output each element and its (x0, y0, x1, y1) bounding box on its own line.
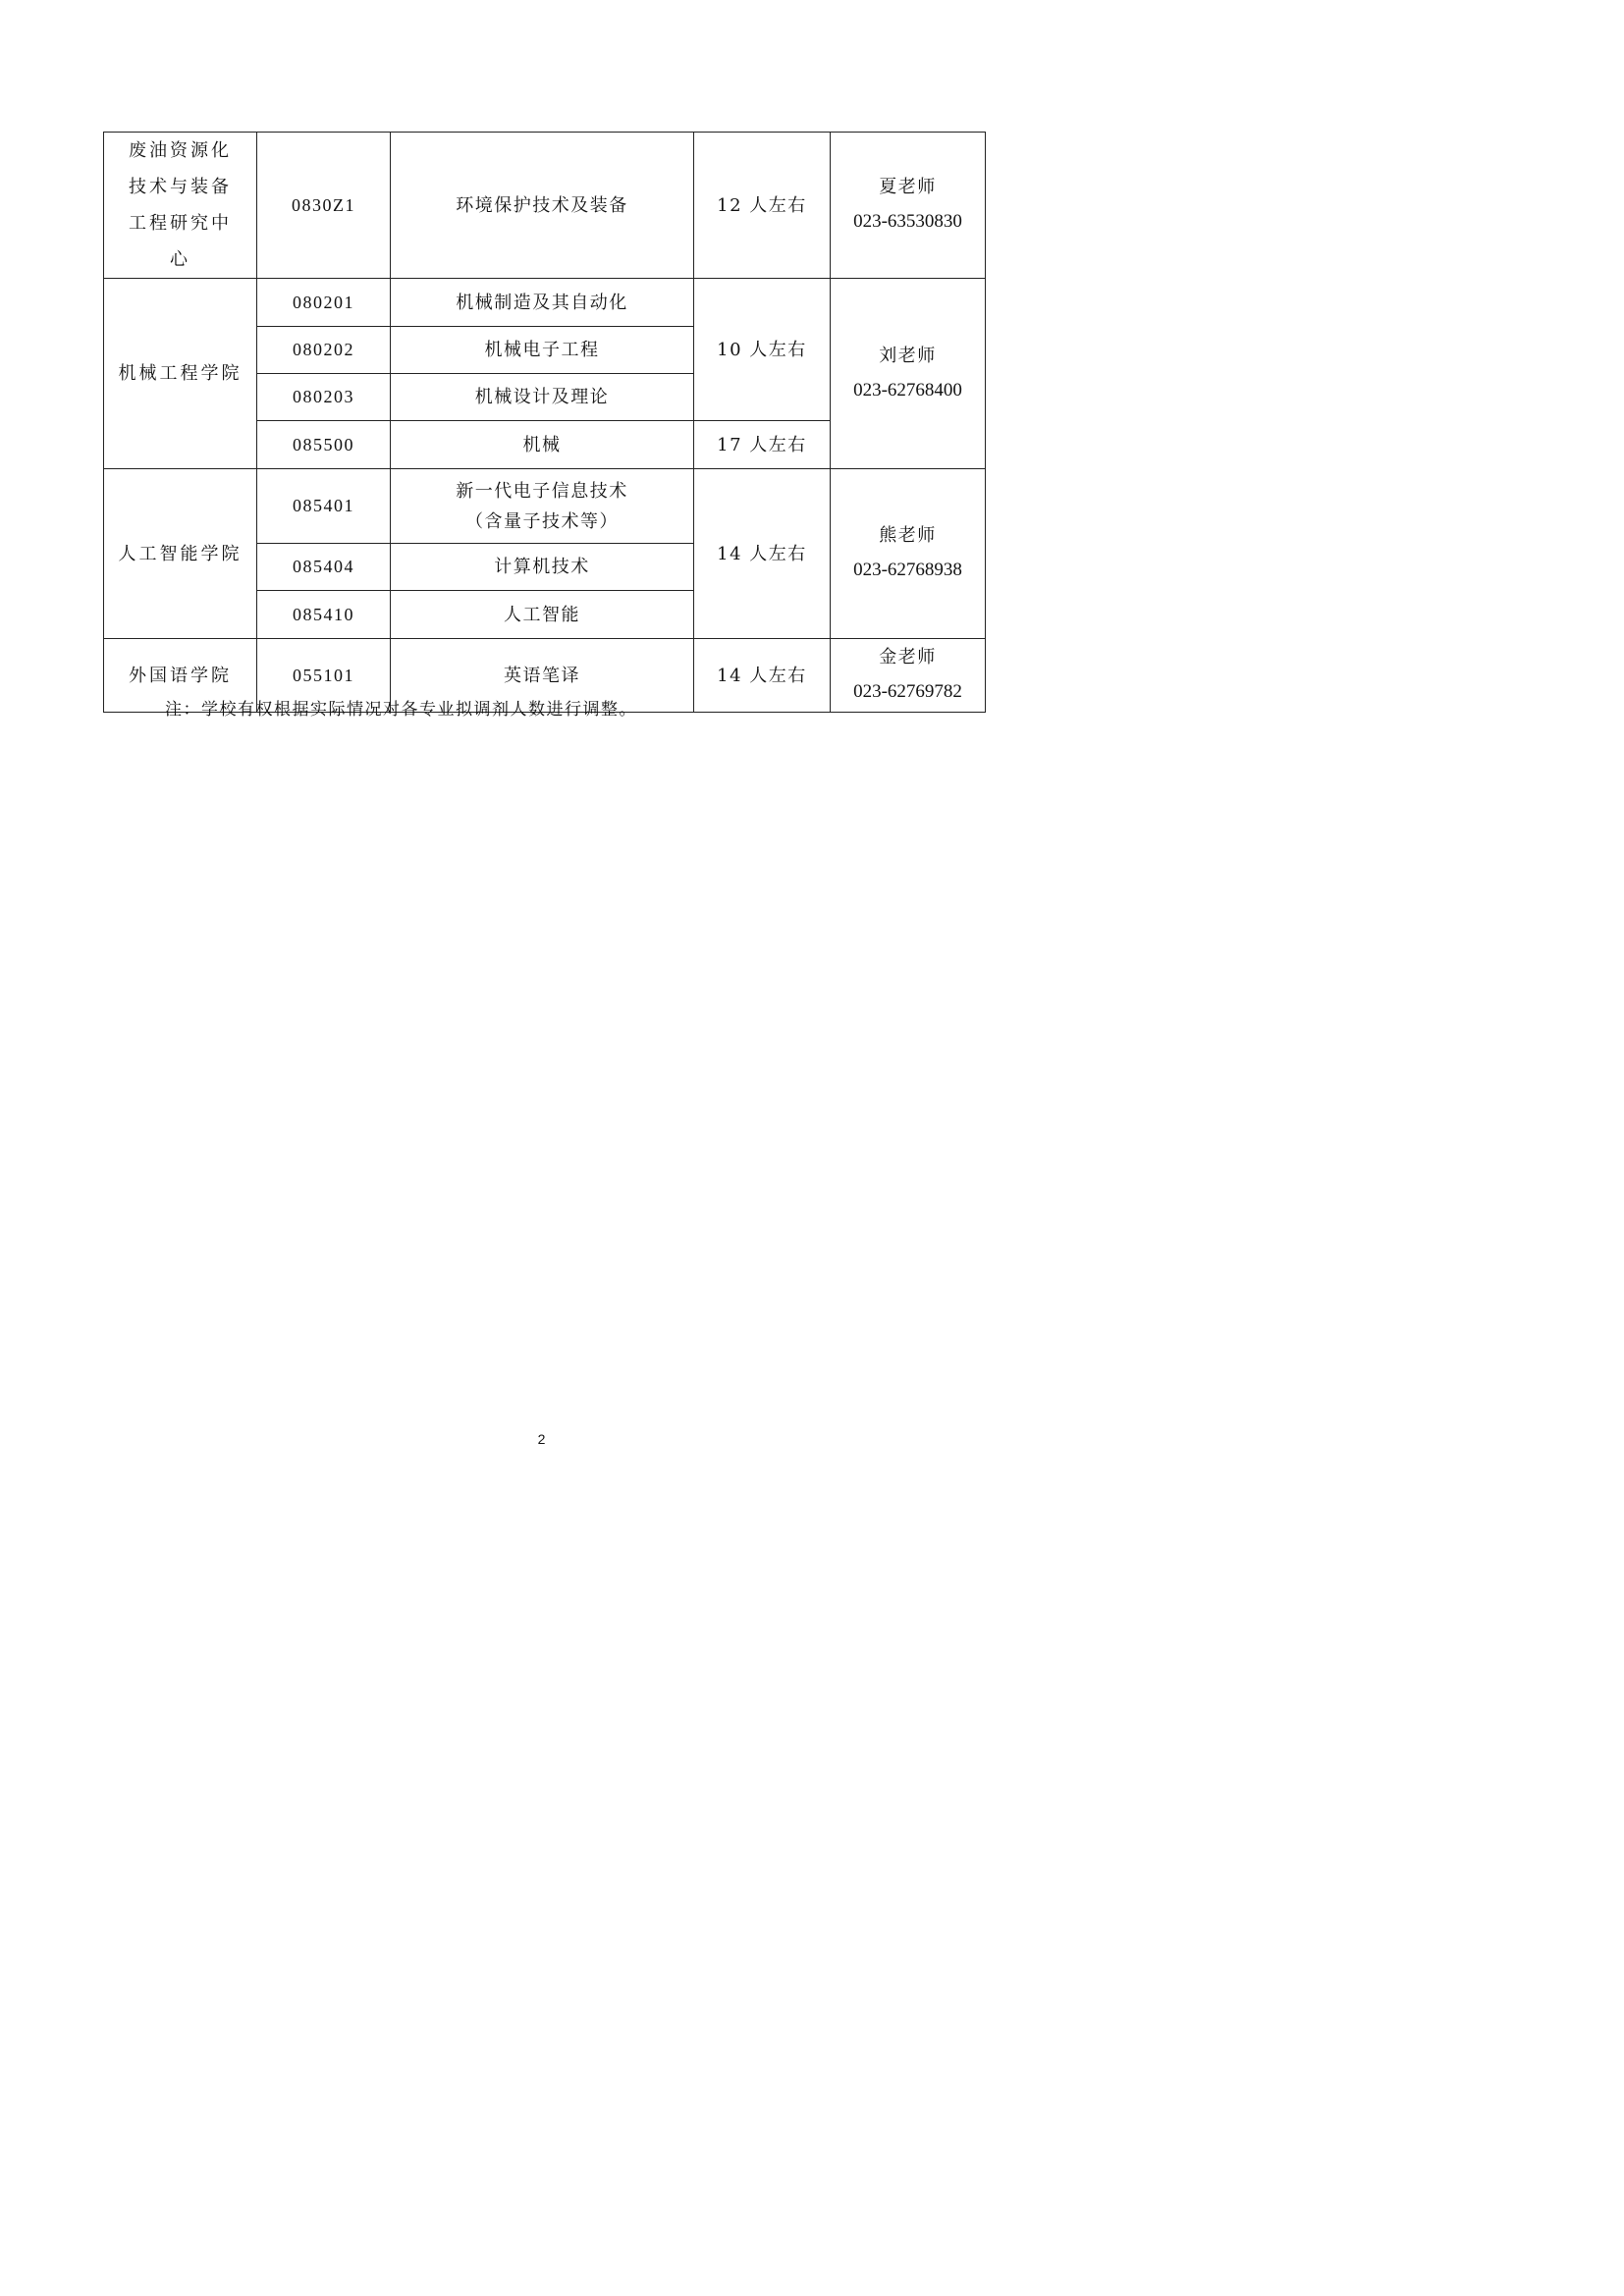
contact-name: 熊老师 (879, 525, 937, 547)
major-cell (391, 279, 694, 327)
code-cell: 085500 (257, 421, 391, 469)
major-cell (391, 421, 694, 469)
adjustment-table (103, 132, 986, 713)
quota-cell: 17 人左右 (694, 421, 831, 469)
contact-phone: 023-62768400 (853, 379, 962, 400)
major-name: 英语笔译 (504, 665, 580, 686)
code-cell: 055101 (257, 639, 391, 713)
table-row (104, 279, 986, 327)
quota-cell: 10 人左右 (694, 279, 831, 421)
major-cell (391, 327, 694, 374)
dept-name: 外国语学院 (129, 665, 232, 686)
page-number: 2 (537, 1431, 546, 1447)
contact-phone: 023-63530830 (853, 211, 962, 233)
contact-phone: 023-62768938 (853, 560, 962, 581)
code-cell: 080201 (257, 279, 391, 327)
dept-cell (104, 279, 257, 469)
code-cell: 0830Z1 (257, 133, 391, 279)
quota-cell: 12 人左右 (694, 133, 831, 279)
contact-cell (831, 639, 986, 713)
major-name: 新一代电子信息技术 (456, 480, 628, 502)
major-name: 环境保护技术及装备 (456, 194, 628, 216)
table-row (104, 133, 986, 279)
contact-cell (831, 133, 986, 279)
major-cell (391, 544, 694, 591)
code-cell: 085410 (257, 591, 391, 639)
dept-cell (104, 133, 257, 279)
footnote: 注：学校有权根据实际情况对各专业拟调剂人数进行调整。 (165, 700, 637, 720)
major-name: 计算机技术 (494, 557, 590, 577)
contact-phone: 023-62769782 (853, 681, 962, 703)
contact-cell (831, 469, 986, 639)
contact-name: 金老师 (879, 647, 937, 668)
contact-cell (831, 279, 986, 469)
quota-cell: 14 人左右 (694, 469, 831, 639)
table-row (104, 469, 986, 544)
major-name: 机械制造及其自动化 (456, 292, 628, 313)
major-name: 人工智能 (504, 604, 580, 625)
code-cell: 085401 (257, 469, 391, 544)
major-name: 机械 (522, 434, 562, 455)
major-name: 机械电子工程 (484, 340, 600, 360)
quota-cell: 14 人左右 (694, 639, 831, 713)
contact-name: 刘老师 (879, 345, 937, 366)
major-name: 机械设计及理论 (474, 387, 610, 407)
major-cell (391, 591, 694, 639)
dept-cell (104, 469, 257, 639)
contact-name: 夏老师 (879, 177, 937, 198)
dept-name: 废油资源化技术与装备工程研究中心 (129, 140, 232, 270)
dept-name: 机械工程学院 (118, 363, 243, 384)
major-cell (391, 133, 694, 279)
code-cell: 080203 (257, 374, 391, 421)
major-cell (391, 469, 694, 544)
major-cell (391, 374, 694, 421)
code-cell: 080202 (257, 327, 391, 374)
major-name-note: （含量子技术等） (465, 510, 619, 532)
dept-name: 人工智能学院 (118, 543, 243, 564)
code-cell: 085404 (257, 544, 391, 591)
